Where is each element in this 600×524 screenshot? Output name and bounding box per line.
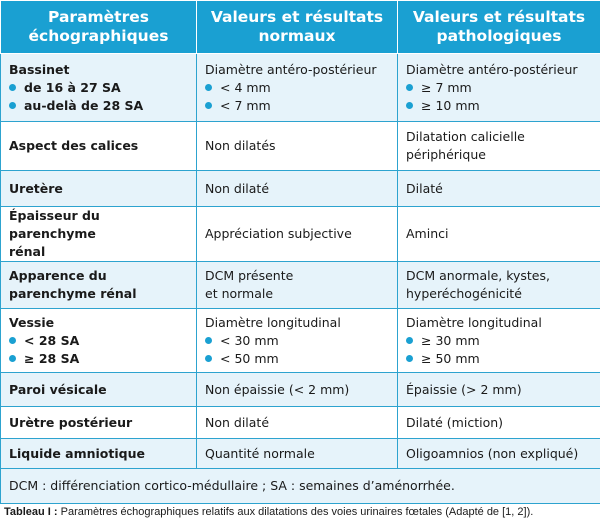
table-row-uretre [1, 407, 600, 439]
table-footnote: DCM : différenciation cortico-médullaire ; SA : semaines d’aménorrhée. [1, 469, 600, 504]
caption-text: Paramètres échographiques relatifs aux dilatations des voies urinaires fœtales (Adapté de [1, 2]). [57, 506, 534, 518]
param-cell: Paroi vésicale [1, 373, 197, 407]
header-normal-values: Valeurs et résultats normaux [197, 1, 398, 54]
table-row-apparence [1, 262, 600, 309]
bullet-icon [406, 355, 413, 362]
bullet-icon [205, 337, 212, 344]
param-cell: Uretère [1, 171, 197, 207]
normal-cell: Diamètre longitudinal < 30 mm < 50 mm [197, 309, 398, 373]
param-cell: Vessie < 28 SA ≥ 28 SA [1, 309, 197, 373]
normal-cell: Diamètre antéro-postérieur < 4 mm < 7 mm [197, 54, 398, 122]
normal-cell: Appréciation subjective [197, 207, 398, 262]
bullet-icon [9, 102, 16, 109]
table-row-bassinet [1, 54, 600, 122]
normal-cell: Non dilatés [197, 122, 398, 171]
param-cell: Urètre postérieur [1, 407, 197, 439]
patho-cell: Diamètre antéro-postérieur ≥ 7 mm ≥ 10 mm [398, 54, 600, 122]
table-row-liquide [1, 439, 600, 469]
table-footnote-row [1, 469, 600, 504]
param-cell: Aspect des calices [1, 122, 197, 171]
normal-cell: Non dilaté [197, 171, 398, 207]
table-row-paroi [1, 373, 600, 407]
param-cell: Épaisseur du parenchyme rénal [1, 207, 197, 262]
table-row-calices [1, 122, 600, 171]
patho-cell: Oligoamnios (non expliqué) [398, 439, 600, 469]
patho-cell: Dilatation calicielle périphérique [398, 122, 600, 171]
caption-label: Tableau I : [4, 506, 58, 518]
bullet-icon [205, 355, 212, 362]
bullet-icon [205, 102, 212, 109]
patho-cell: Aminci [398, 207, 600, 262]
patho-cell: Épaissie (> 2 mm) [398, 373, 600, 407]
patho-cell: Dilaté (miction) [398, 407, 600, 439]
table-row-epaisseur [1, 207, 600, 262]
bullet-icon [406, 84, 413, 91]
param-cell: Apparence du parenchyme rénal [1, 262, 197, 309]
bullet-icon [9, 84, 16, 91]
bullet-icon [9, 355, 16, 362]
normal-cell: Non dilaté [197, 407, 398, 439]
bullet-icon [406, 337, 413, 344]
patho-cell: Dilaté [398, 171, 600, 207]
param-cell: Bassinet de 16 à 27 SA au-delà de 28 SA [1, 54, 197, 122]
normal-cell: Quantité normale [197, 439, 398, 469]
param-cell: Liquide amniotique [1, 439, 197, 469]
bullet-icon [9, 337, 16, 344]
bullet-icon [406, 102, 413, 109]
header-pathological-values: Valeurs et résultats pathologiques [398, 1, 600, 54]
patho-cell: Diamètre longitudinal ≥ 30 mm ≥ 50 mm [398, 309, 600, 373]
normal-cell: DCM présente et normale [197, 262, 398, 309]
header-parameters: Paramètres échographiques [1, 1, 197, 54]
normal-cell: Non épaissie (< 2 mm) [197, 373, 398, 407]
bullet-icon [205, 84, 212, 91]
table-row-uretere [1, 171, 600, 207]
table-row-vessie [1, 309, 600, 373]
patho-cell: DCM anormale, kystes, hyperéchogénicité [398, 262, 600, 309]
table-caption [4, 506, 598, 518]
table-header-row [1, 1, 600, 54]
